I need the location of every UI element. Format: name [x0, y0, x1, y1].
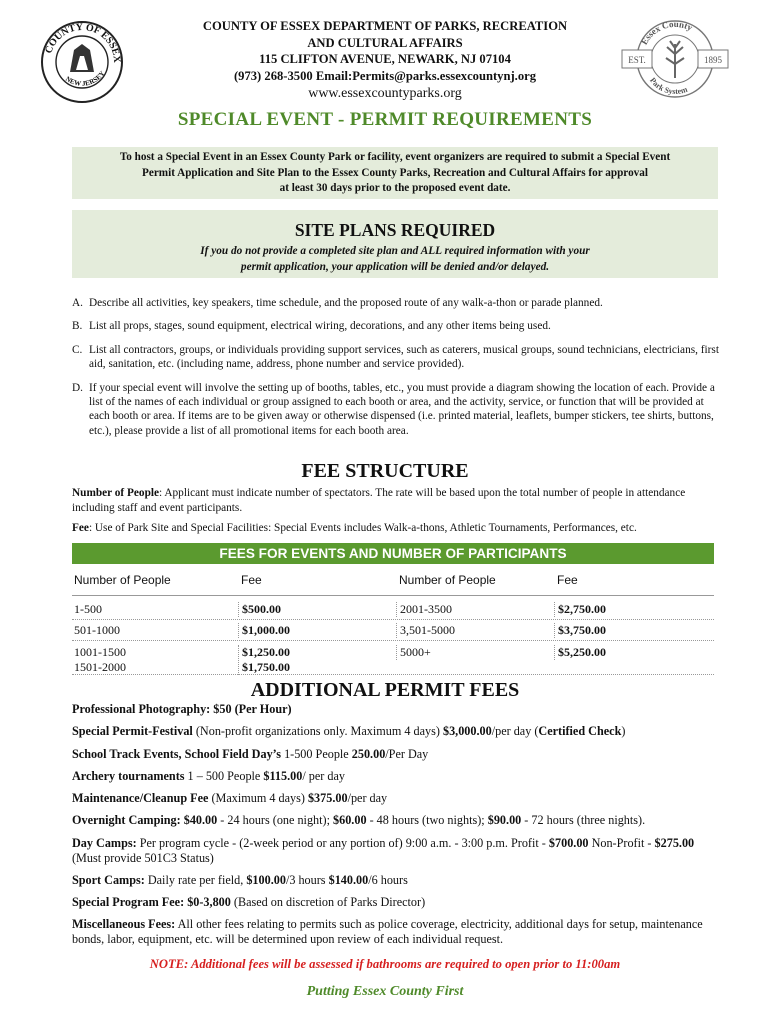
fee-paragraph [72, 521, 722, 536]
header-line-2: AND CULTURAL AFFAIRS [307, 35, 463, 50]
seal-bottom-text: NEW JERSEY [63, 69, 107, 88]
table-row [72, 641, 714, 675]
item-letter: B. [72, 320, 83, 333]
item-text: List all props, stages, sound equipment, electrical wiring, decorations, and any other items being used. [89, 320, 551, 333]
table-cell [72, 645, 238, 675]
fee-camping [72, 813, 720, 828]
program-label: Special Program Fee [72, 895, 181, 910]
intro-line-1: To host a Special Event in an Essex County Park or facility, event organizers are required to submit a Special Event [119, 151, 671, 163]
maint-text: (Maximum 4 days) [208, 791, 308, 806]
letterhead [170, 18, 600, 103]
table-cell-line: 1001-1500 [74, 645, 126, 659]
footer-slogan: Putting Essex County First [306, 984, 464, 999]
archery-unit: / per day [302, 768, 345, 783]
header-line-1: COUNTY OF ESSEX DEPARTMENT OF PARKS, RECREATION [202, 19, 568, 33]
day-price-1: $700.00 [548, 835, 589, 850]
site-plans-heading: SITE PLANS REQUIRED [294, 220, 496, 240]
festival-close: ) [621, 724, 626, 739]
fee-label: Fee [72, 522, 89, 534]
logo-est-text: EST. [628, 55, 646, 65]
archery-label: Archery tournaments [72, 768, 185, 783]
table-cell [396, 645, 554, 660]
list-item [72, 296, 722, 310]
table-cell: 3,501-5000 [396, 623, 554, 638]
item-letter: A. [72, 297, 83, 309]
intro-line-2: Permit Application and Site Plan to the Essex County Parks, Recreation and Cultural Affairs for approval [142, 166, 648, 179]
table-header-cell: Fee [241, 573, 262, 587]
fee-school [72, 747, 720, 762]
fee-maintenance [72, 791, 720, 806]
camp-label: Overnight Camping: $40.00 [72, 813, 218, 828]
item-text: Describe all activities, key speakers, time schedule, and the proposed route of any walk-a-thon or parade planned. [89, 297, 603, 309]
site-plans-box [72, 210, 718, 278]
svg-text:Park System [648, 76, 689, 96]
table-cell-line: $1,750.00 [242, 660, 290, 674]
maint-unit: /per day [347, 791, 388, 806]
day-price-2: $275.00 [654, 835, 695, 850]
table-header-cell: Number of People [399, 573, 496, 587]
table-row [72, 620, 714, 641]
program-price: $0-3,800 [187, 895, 231, 910]
additional-fees-list [72, 702, 720, 955]
item-letter: C. [72, 343, 83, 356]
fee-sport-camps [72, 873, 720, 888]
table-cell-line: $5,250.00 [558, 645, 606, 659]
header-website: www.essexcountyparks.org [308, 86, 462, 101]
logo-top-text: Essex County [639, 18, 694, 47]
intro-line-3: at least 30 days prior to the proposed event date. [279, 182, 511, 194]
table-cell-line: 1501-2000 [74, 660, 126, 674]
table-cell: 501-1000 [74, 622, 120, 637]
table-cell-line: 5000+ [400, 645, 431, 659]
sport-label: Sport Camps: [72, 872, 145, 887]
site-plans-line-2: permit application, your application will be denied and/or delayed. [240, 260, 550, 273]
svg-text:Essex County [639, 19, 694, 46]
list-item [72, 319, 722, 333]
site-plans-line-1: If you do not provide a completed site plan and ALL required information with your [200, 245, 590, 257]
sport-text-3: /6 hours [368, 872, 408, 887]
sport-price-1: $100.00 [246, 872, 286, 887]
fee-archery [72, 769, 720, 784]
archery-text: 1 – 500 People [184, 768, 264, 783]
list-item [72, 381, 722, 439]
sport-price-2: $140.00 [328, 872, 369, 887]
school-price: 250.00 [351, 746, 386, 761]
fee-table [72, 565, 714, 675]
item-text: List all contractors, groups, or individuals providing support services, such as caterers, musical groups, sound technicians, electricians, first aid, sanitation, etc. (including name, address, phone number and service provided). [89, 343, 719, 371]
day-label: Day Camps: [72, 835, 137, 850]
logo-year-text: 1895 [704, 55, 722, 65]
day-text-3: (Must provide 501C3 Status) [72, 850, 214, 865]
sport-text-1: Daily rate per field, [144, 872, 247, 887]
logo-bottom-text: Park System [647, 75, 689, 97]
requirements-list [72, 296, 722, 447]
fee-miscellaneous [72, 917, 720, 947]
bathroom-note: NOTE: Additional fees will be assessed if bathrooms are required to open prior to 11:00am [149, 957, 621, 971]
table-cell: 1-500 [74, 601, 102, 616]
table-cell: $2,750.00 [554, 602, 714, 617]
table-cell: $500.00 [238, 602, 396, 617]
item-letter: D. [72, 381, 83, 394]
fee-text: : Use of Park Site and Special Facilities: Special Events includes Walk-a-thons, Athletic Tournaments, Performances, etc. [88, 522, 637, 534]
misc-text: All other fees relating to permits such as police coverage, electricity, additional days for setup, maintenance bonds, labor, equipment, etc. will be determined upon review of each individual request. [72, 917, 703, 947]
day-text-1: Per program cycle - (2-week period or any portion of) 9:00 a.m. - 3:00 p.m. Profit - [136, 835, 549, 850]
list-item [72, 343, 722, 372]
festival-text: (Non-profit organizations only. Maximum 4 days) [192, 724, 443, 739]
photo-text: Professional Photography: $50 (Per Hour) [72, 702, 292, 716]
program-text: (Based on discretion of Parks Director) [230, 895, 426, 910]
header-line-3: 115 CLIFTON AVENUE, NEWARK, NJ 07104 [259, 52, 511, 66]
camp-text-2: - 48 hours (two nights); [366, 813, 488, 828]
camp-price-3: $90.00 [487, 813, 522, 828]
festival-check: Certified Check [538, 724, 622, 739]
maint-price: $375.00 [307, 791, 348, 806]
camp-text-1: - 24 hours (one night); [217, 813, 334, 828]
school-unit: /Per Day [385, 746, 429, 761]
table-cell: $3,750.00 [554, 623, 714, 638]
camp-text-3: - 72 hours (three nights). [521, 813, 646, 828]
table-cell-line: $1,250.00 [242, 645, 290, 659]
fee-festival [72, 724, 720, 739]
header-line-4: (973) 268-3500 Email:Permits@parks.essexcountynj.org [233, 68, 537, 83]
page-title: SPECIAL EVENT - PERMIT REQUIREMENTS [177, 109, 593, 130]
additional-fees-heading: ADDITIONAL PERMIT FEES [250, 679, 520, 701]
sport-text-2: /3 hours [285, 872, 329, 887]
people-text: : Applicant must indicate number of spectators. The rate will be based upon the total number of people in attendance including staff and event participants. [72, 487, 686, 514]
table-cell: $1,000.00 [238, 623, 396, 638]
table-header-cell: Number of People [74, 573, 171, 587]
fee-day-camps [72, 836, 720, 866]
maint-label: Maintenance/Cleanup Fee [72, 791, 209, 806]
fee-structure-heading: FEE STRUCTURE [301, 460, 469, 482]
day-text-2: Non-Profit - [588, 835, 655, 850]
archery-price: $115.00 [263, 768, 303, 783]
table-cell [238, 645, 396, 675]
fee-special-program [72, 895, 720, 910]
people-label: Number of People [72, 487, 160, 499]
item-text: If your special event will involve the setting up of booths, tables, etc., you must provide a diagram showing the location of each. Provide a list of the names of each individual or group assigned to each booth or area, and the activity, service, or function that will be provided at each booth or area. If items are to be given away or otherwise dispensed (i.e. printed material, leaflets, bumper stickers, tee shirts, buttons, etc.), please provide a list of all promotional items for each booth area. [89, 381, 715, 437]
table-header-cell: Fee [557, 573, 578, 587]
table-cell [554, 645, 714, 660]
people-paragraph [72, 486, 722, 515]
seal-text: COUNTY OF ESSEX [43, 21, 123, 64]
festival-unit: /per day ( [491, 724, 539, 739]
park-system-logo [620, 14, 730, 104]
table-cell: 2001-3500 [396, 602, 554, 617]
table-header-row [72, 565, 714, 596]
festival-label: Special Permit-Festival [72, 724, 193, 739]
county-seal-logo [40, 20, 124, 104]
camp-price-2: $60.00 [333, 813, 367, 828]
school-text: 1-500 People [281, 746, 352, 761]
school-label: School Track Events, School Field Day’s [72, 746, 282, 761]
program-colon: : [180, 895, 188, 910]
svg-text:NEW JERSEY [64, 70, 107, 88]
fee-table-title: FEES FOR EVENTS AND NUMBER OF PARTICIPANTS [72, 543, 714, 564]
table-row [72, 599, 714, 620]
fee-photography [72, 702, 720, 717]
misc-label: Miscellaneous Fees: [72, 917, 176, 932]
festival-price: $3,000.00 [442, 724, 492, 739]
intro-box [72, 147, 718, 199]
